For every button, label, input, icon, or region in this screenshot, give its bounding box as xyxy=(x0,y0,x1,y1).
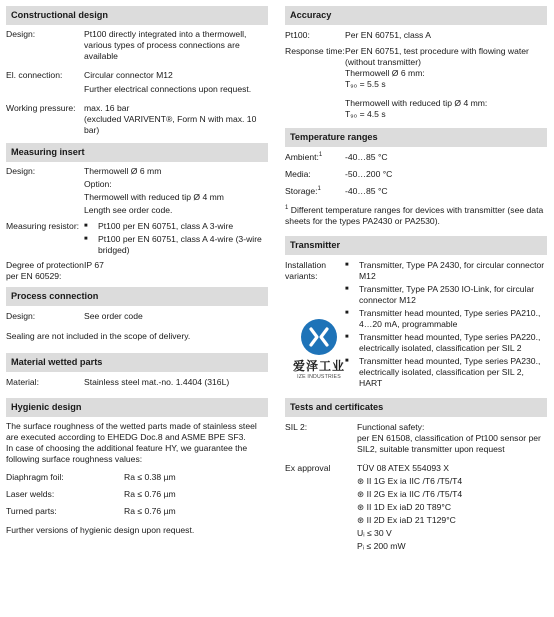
sil-line: per EN 61508, classification of Pt100 sensor per SIL2, suitable transmitter upon request xyxy=(357,433,541,454)
ex-line: ⊛ II 2G Ex ia IIC /T6 /T5/T4 xyxy=(357,489,463,499)
company-logo xyxy=(285,316,353,383)
el-connection-note: Further electrical connections upon request. xyxy=(84,84,252,94)
section-title-process: Process connection xyxy=(6,287,268,306)
ex-approval-label: Ex approval xyxy=(285,463,331,473)
row-el-connection xyxy=(6,70,268,95)
thermowell-6-value: T₉₀ = 5.5 s xyxy=(345,79,386,89)
el-connection-label: El. connection: xyxy=(6,70,63,80)
measuring-design-line: Thermowell with reduced tip Ø 4 mm xyxy=(84,192,224,202)
sil-label: SIL 2: xyxy=(285,422,308,432)
row-measuring-design xyxy=(6,166,268,216)
row-protection xyxy=(6,260,268,282)
el-connection-value: Circular connector M12 xyxy=(84,70,173,80)
roughness-row: Laser welds: Ra ≤ 0.76 µm xyxy=(6,489,176,499)
bullet-icon: ■ xyxy=(345,358,349,364)
section-title-transmitter: Transmitter xyxy=(285,236,547,255)
roughness-row: Diaphragm foil: Ra ≤ 0.38 µm xyxy=(6,472,176,482)
design-label: Design: xyxy=(6,29,36,39)
row-design xyxy=(6,29,268,62)
row-response-time xyxy=(285,46,547,120)
list-item: ■ Transmitter, Type PA 2430, for circular connector M12 xyxy=(345,260,545,281)
temperature-footnote: $^1$ Different temperature ranges for devices with transmitter (see data sheets for the types PA2430 or PA2530). xyxy=(285,205,544,226)
temperature-row: Ambient:$^1$ -40…85 °C xyxy=(285,152,388,162)
right-column xyxy=(285,6,547,552)
working-pressure-label: Working pressure: xyxy=(6,103,76,113)
material-label: Material: xyxy=(6,377,39,387)
sil-line: Functional safety: xyxy=(357,422,425,432)
list-item: ■ Transmitter head mounted, Type series PA210., 4…20 mA, programmable xyxy=(345,308,541,329)
bullet-icon: ■ xyxy=(84,236,88,242)
list-item: ■ Transmitter head mounted, Type series PA220., electrically isolated, classification per SIL 2 xyxy=(345,332,541,353)
section-title-accuracy: Accuracy xyxy=(285,6,547,25)
section-title-measuring: Measuring insert xyxy=(6,143,268,162)
temperature-row: Storage:$^1$ -40…85 °C xyxy=(285,186,388,196)
ex-line: TÜV 08 ATEX 554093 X xyxy=(357,463,450,473)
bullet-icon: ■ xyxy=(84,223,88,229)
measuring-design-line: Length see order code. xyxy=(84,205,173,215)
ex-mark-icon: ⊛ xyxy=(357,515,367,525)
ex-line: ⊛ II 1D Ex iaD 20 T89°C xyxy=(357,502,452,512)
left-column xyxy=(6,6,268,536)
section-title-temperature: Temperature ranges xyxy=(285,128,547,147)
thermowell-4-value: T₉₀ = 4.5 s xyxy=(345,109,386,119)
list-item: ■ Transmitter head mounted, Type series PA230., electrically isolated, classification per SIL 2, HART xyxy=(345,356,541,388)
response-time-value: Per EN 60751, test procedure with flowing water (without transmitter) xyxy=(345,46,529,67)
row-pt100 xyxy=(285,30,547,41)
process-design-label: Design: xyxy=(6,311,36,321)
row-measuring-resistor xyxy=(6,221,268,256)
section-title-hygienic: Hygienic design xyxy=(6,398,268,417)
ex-mark-icon: ⊛ xyxy=(357,489,367,499)
row-working-pressure xyxy=(6,103,268,136)
logo-brand-cn: 爱泽工业 xyxy=(292,359,345,373)
hygienic-text: The surface roughness of the wetted parts made of stainless steel are executed according to EHEDG Doc.8 and ASME BPE SF3. xyxy=(6,421,257,442)
row-transmitter xyxy=(285,260,547,389)
thermowell-4-label: Thermowell with reduced tip Ø 4 mm: xyxy=(345,98,488,108)
row-process-design xyxy=(6,311,268,322)
row-ex-approval xyxy=(285,463,547,552)
section-title-material: Material wetted parts xyxy=(6,353,268,372)
ex-mark-icon: ⊛ xyxy=(357,476,367,486)
roughness-row: Turned parts: Ra ≤ 0.76 µm xyxy=(6,506,176,516)
ex-line: Pᵢ ≤ 200 mW xyxy=(357,541,406,551)
ex-line: ⊛ II 2D Ex iaD 21 T129°C xyxy=(357,515,456,525)
working-pressure-value: max. 16 bar xyxy=(84,103,130,113)
ex-line: ⊛ II 1G Ex ia IIC /T6 /T5/T4 xyxy=(357,476,463,486)
installation-label: Installation variants: xyxy=(285,260,327,281)
list-item: ■ Pt100 per EN 60751, class A 3-wire xyxy=(84,221,234,231)
bullet-icon: ■ xyxy=(345,334,349,340)
pt100-label: Pt100: xyxy=(285,30,310,40)
list-item: ■ Transmitter, Type PA 2530 IO-Link, for circular connector M12 xyxy=(345,284,535,305)
design-value: Pt100 directly integrated into a thermowell, various types of process connections are available xyxy=(84,29,247,61)
material-value: Stainless steel mat.-no. 1.4404 (316L) xyxy=(84,377,230,387)
bullet-icon: ■ xyxy=(345,262,349,268)
section-title-tests: Tests and certificates xyxy=(285,398,547,417)
list-item: ■ Pt100 per EN 60751, class A 4-wire (3-wire bridged) xyxy=(84,234,262,255)
measuring-design-line: Thermowell Ø 6 mm xyxy=(84,166,162,176)
hygienic-text: In case of choosing the additional feature HY, we guarantee the following surface roughness values: xyxy=(6,443,248,464)
row-material xyxy=(6,377,268,388)
measuring-design-line: Option: xyxy=(84,179,112,189)
process-design-value: See order code xyxy=(84,311,143,321)
ex-line: Uᵢ ≤ 30 V xyxy=(357,528,392,538)
bullet-icon: ■ xyxy=(345,286,349,292)
section-title-constructional: Constructional design xyxy=(6,6,268,25)
pt100-value: Per EN 60751, class A xyxy=(345,30,431,40)
response-time-label: Response time: xyxy=(285,46,345,56)
working-pressure-note: (excluded VARIVENT®, Form N with max. 10 bar) xyxy=(84,114,257,135)
measuring-design-label: Design: xyxy=(6,166,36,176)
row-sil xyxy=(285,422,547,455)
hygienic-footer: Further versions of hygienic design upon request. xyxy=(6,525,195,535)
sealing-note: Sealing are not included in the scope of delivery. xyxy=(6,331,191,341)
protection-label: Degree of protection per EN 60529: xyxy=(6,260,84,281)
logo-brand-en: IZE INDUSTRIES xyxy=(297,374,341,380)
bullet-icon: ■ xyxy=(345,310,349,316)
protection-value: IP 67 xyxy=(84,260,104,270)
ex-mark-icon: ⊛ xyxy=(357,502,367,512)
thermowell-6-label: Thermowell Ø 6 mm: xyxy=(345,68,425,78)
ize-logo-icon xyxy=(285,316,353,358)
measuring-resistor-label: Measuring resistor: xyxy=(6,221,80,231)
temperature-row: Media: -50…200 °C xyxy=(285,169,393,179)
